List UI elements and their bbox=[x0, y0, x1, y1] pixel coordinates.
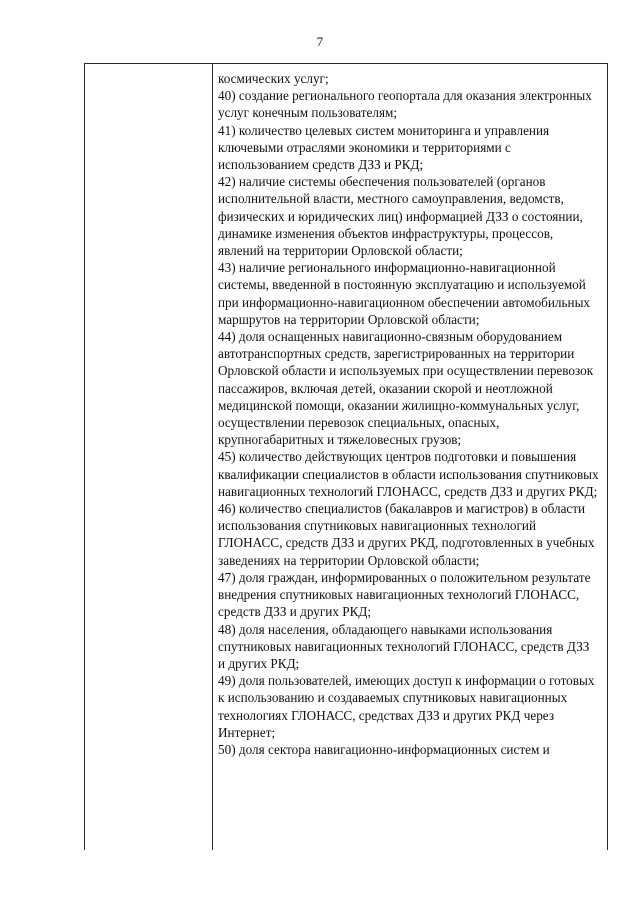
list-item: космических услуг; bbox=[218, 71, 329, 86]
list-item: 42) наличие системы обеспечения пользователей (органов исполнительной власти, местного самоуправления, ведомств, физических и юридических лиц) информацией ДЗЗ о состоянии, динамике изменения объектов инфраструктуры, процессов, явлений на территории Орловской области; bbox=[218, 174, 583, 259]
list-item: 46) количество специалистов (бакалавров и магистров) в области использования спутниковых навигационных технологий ГЛОНАСС, средств ДЗЗ и других РКД, подготовленных в учебных заведениях на территории Орловской области; bbox=[218, 501, 595, 568]
table-right-column bbox=[213, 64, 607, 850]
list-item: 49) доля пользователей, имеющих доступ к информации о готовых к использованию и создаваемых спутниковых навигационных технологиях ГЛОНАСС, средствах ДЗЗ и других РКД через Интернет; bbox=[218, 673, 595, 740]
list-item: 47) доля граждан, информированных о положительном результате внедрения спутниковых навигационных технологий ГЛОНАСС, средств ДЗЗ и других РКД; bbox=[218, 569, 591, 620]
list-item: 48) доля населения, обладающего навыками использования спутниковых навигационных технологий ГЛОНАСС, средств ДЗЗ и других РКД; bbox=[218, 621, 590, 671]
document-table bbox=[84, 63, 608, 850]
page-number: 7 bbox=[316, 34, 324, 49]
list-item: 40) создание регионального геопортала для оказания электронных услуг конечным пользователям; bbox=[218, 88, 592, 121]
list-item: 44) доля оснащенных навигационно-связным оборудованием автотранспортных средств, зарегистрированных на территории Орловской области и используемых при осуществлении перевозок пассажиров, включая детей, оказании скорой и неотложной медицинской помощи, оказании жилищно-коммунальных услуг, осуществлении перевозок специальных, опасных, крупногабаритных и тяжеловесных грузов; bbox=[218, 329, 594, 448]
list-item: 43) наличие регионального информационно-навигационной системы, введенной в постоянную эксплуатацию и используемой при информационно-навигационном обеспечении автомобильных маршрутов на территории Орловской области; bbox=[218, 260, 591, 327]
list-item: 45) количество действующих центров подготовки и повышения квалификации специалистов в области использования спутниковых навигационных технологий ГЛОНАСС, средств ДЗЗ и других РКД; bbox=[218, 449, 599, 499]
list-item: 50) доля сектора навигационно-информационных систем и bbox=[218, 741, 550, 757]
list-item: 41) количество целевых систем мониторинга и управления ключевыми отраслями экономики и территориями с использованием средств ДЗЗ и РКД; bbox=[218, 122, 550, 173]
table-left-column bbox=[85, 64, 213, 850]
